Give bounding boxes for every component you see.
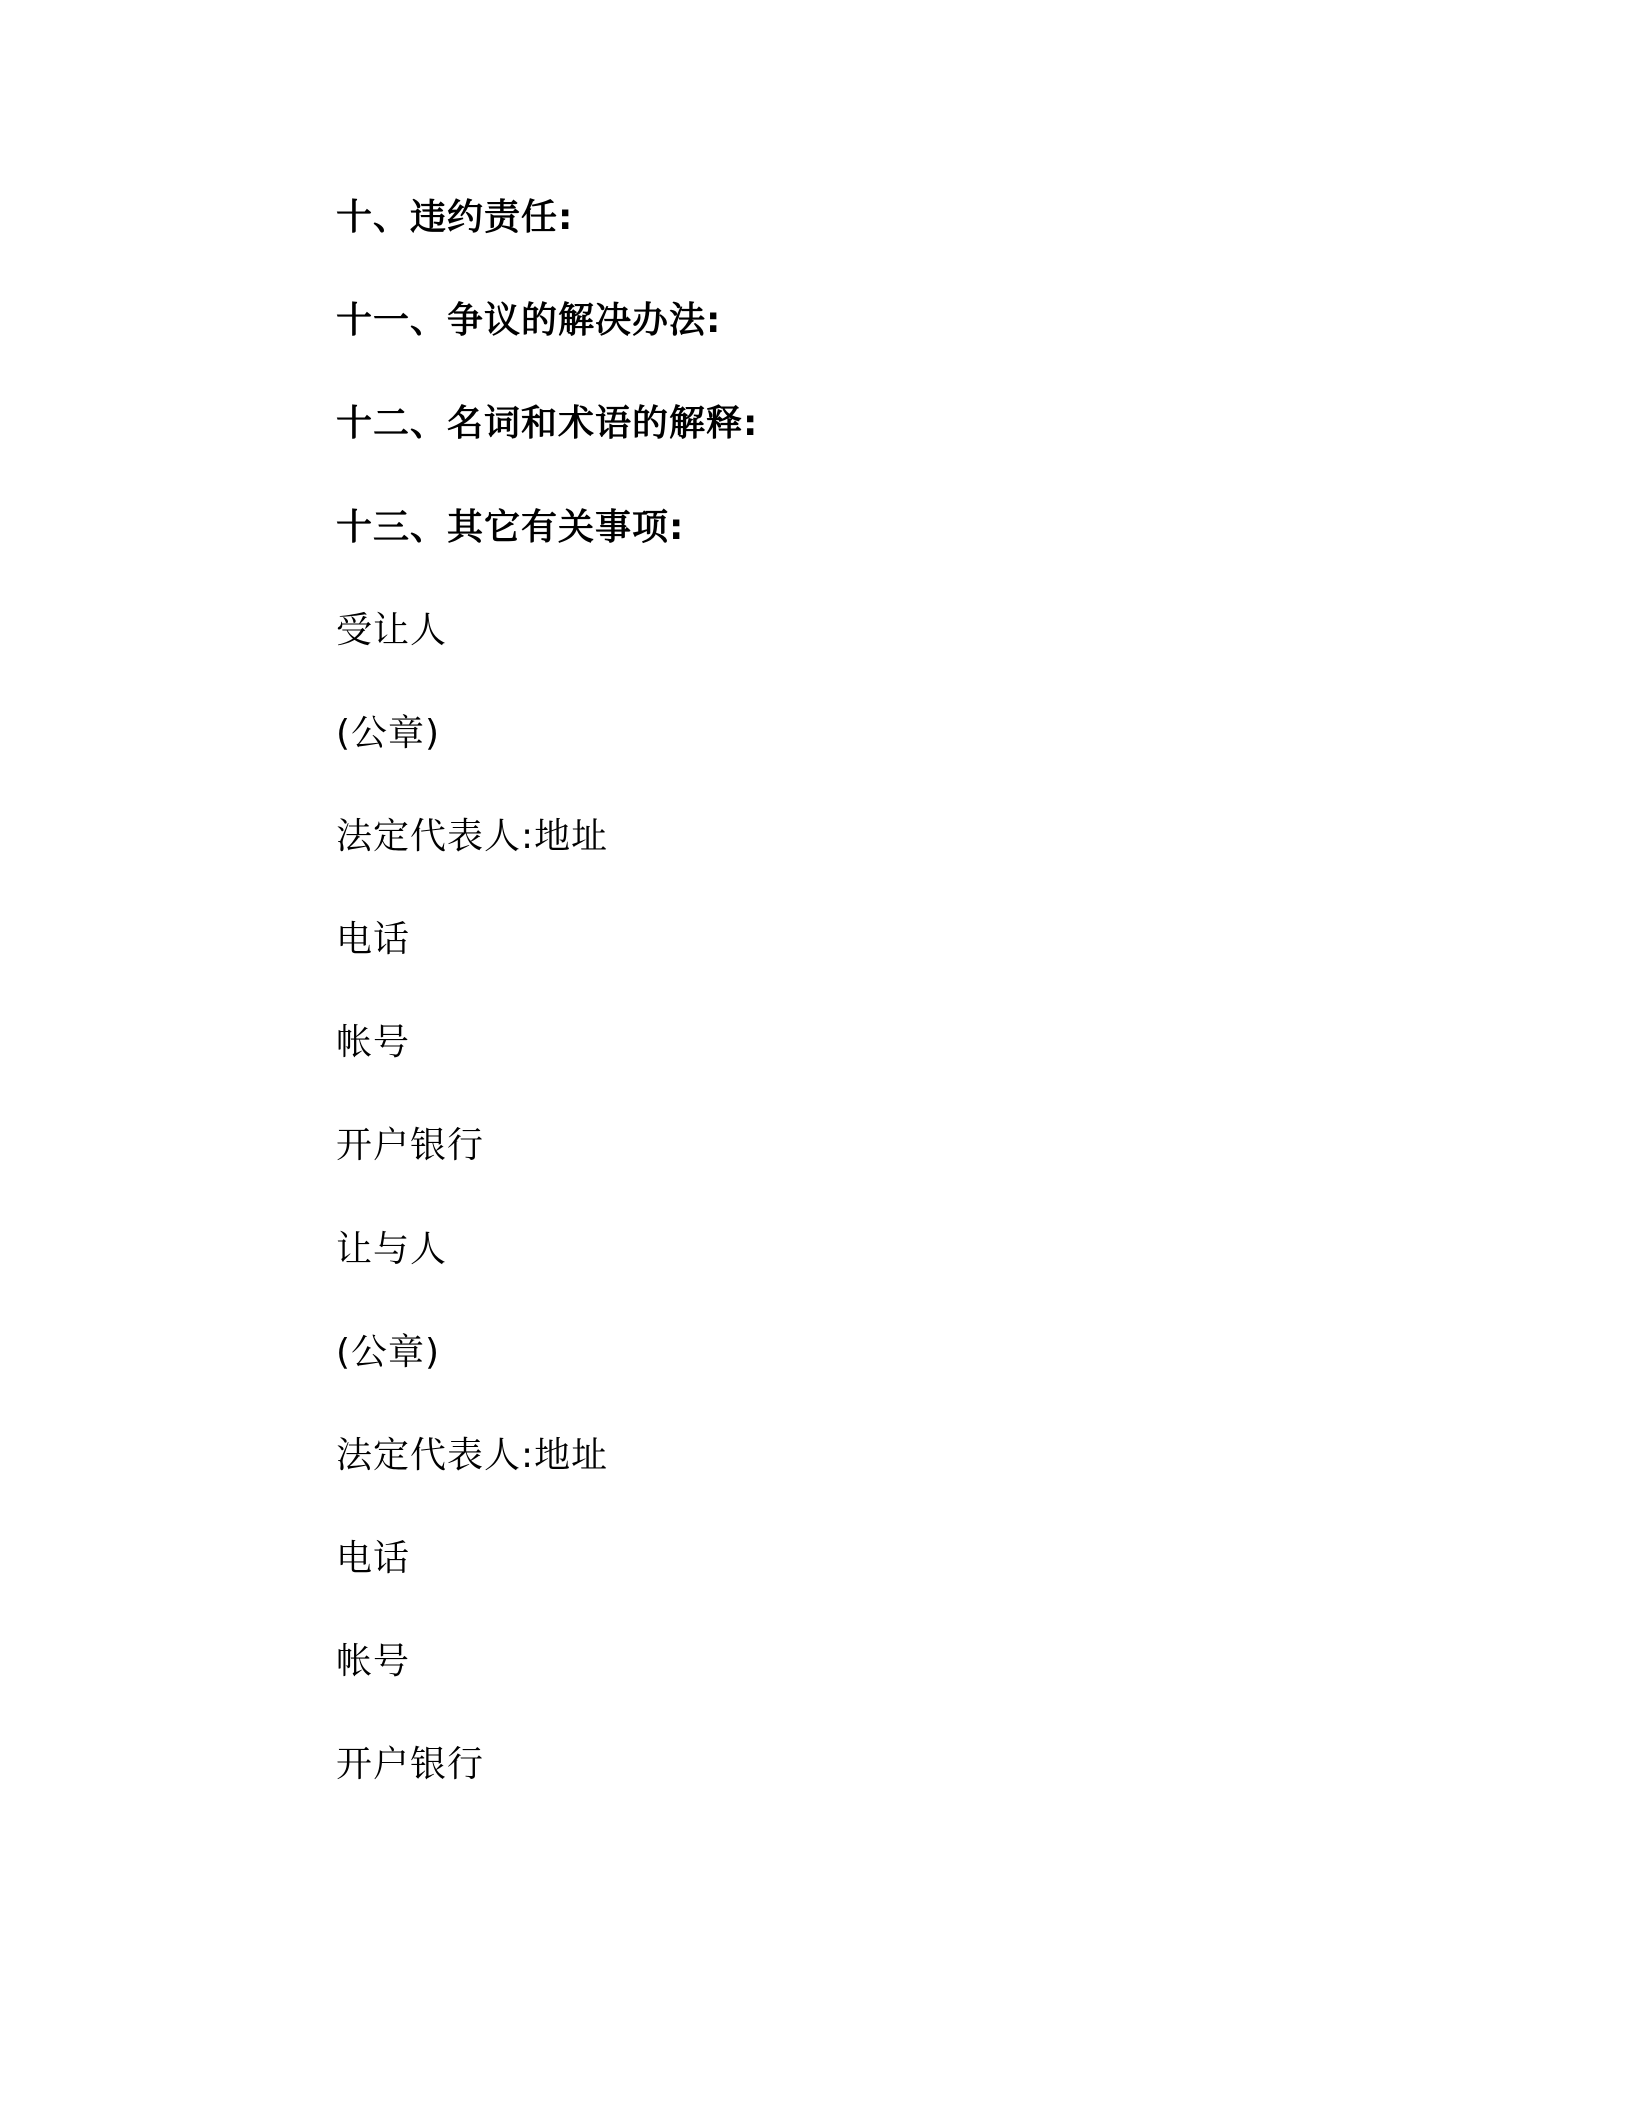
assignee-legal-rep-address: 法定代表人:地址 (336, 816, 609, 857)
assignor-title: 让与人 (336, 1229, 448, 1270)
assignee-account: 帐号 (336, 1022, 411, 1063)
assignor-bank: 开户银行 (336, 1744, 485, 1785)
assignee-seal: (公章) (336, 713, 441, 754)
assignor-seal: (公章) (336, 1332, 441, 1373)
assignee-phone: 电话 (336, 919, 411, 960)
assignor-phone: 电话 (336, 1538, 411, 1579)
clause-dispute-resolution: 十一、争议的解决办法: (336, 300, 722, 341)
assignor-account: 帐号 (336, 1641, 411, 1682)
assignee-bank: 开户银行 (336, 1125, 485, 1166)
clause-terms-definitions: 十二、名词和术语的解释: (336, 403, 759, 444)
clause-breach-liability: 十、违约责任: (336, 197, 574, 238)
assignor-legal-rep-address: 法定代表人:地址 (336, 1435, 609, 1476)
assignee-title: 受让人 (336, 610, 448, 651)
clause-other-matters: 十三、其它有关事项: (336, 507, 685, 548)
